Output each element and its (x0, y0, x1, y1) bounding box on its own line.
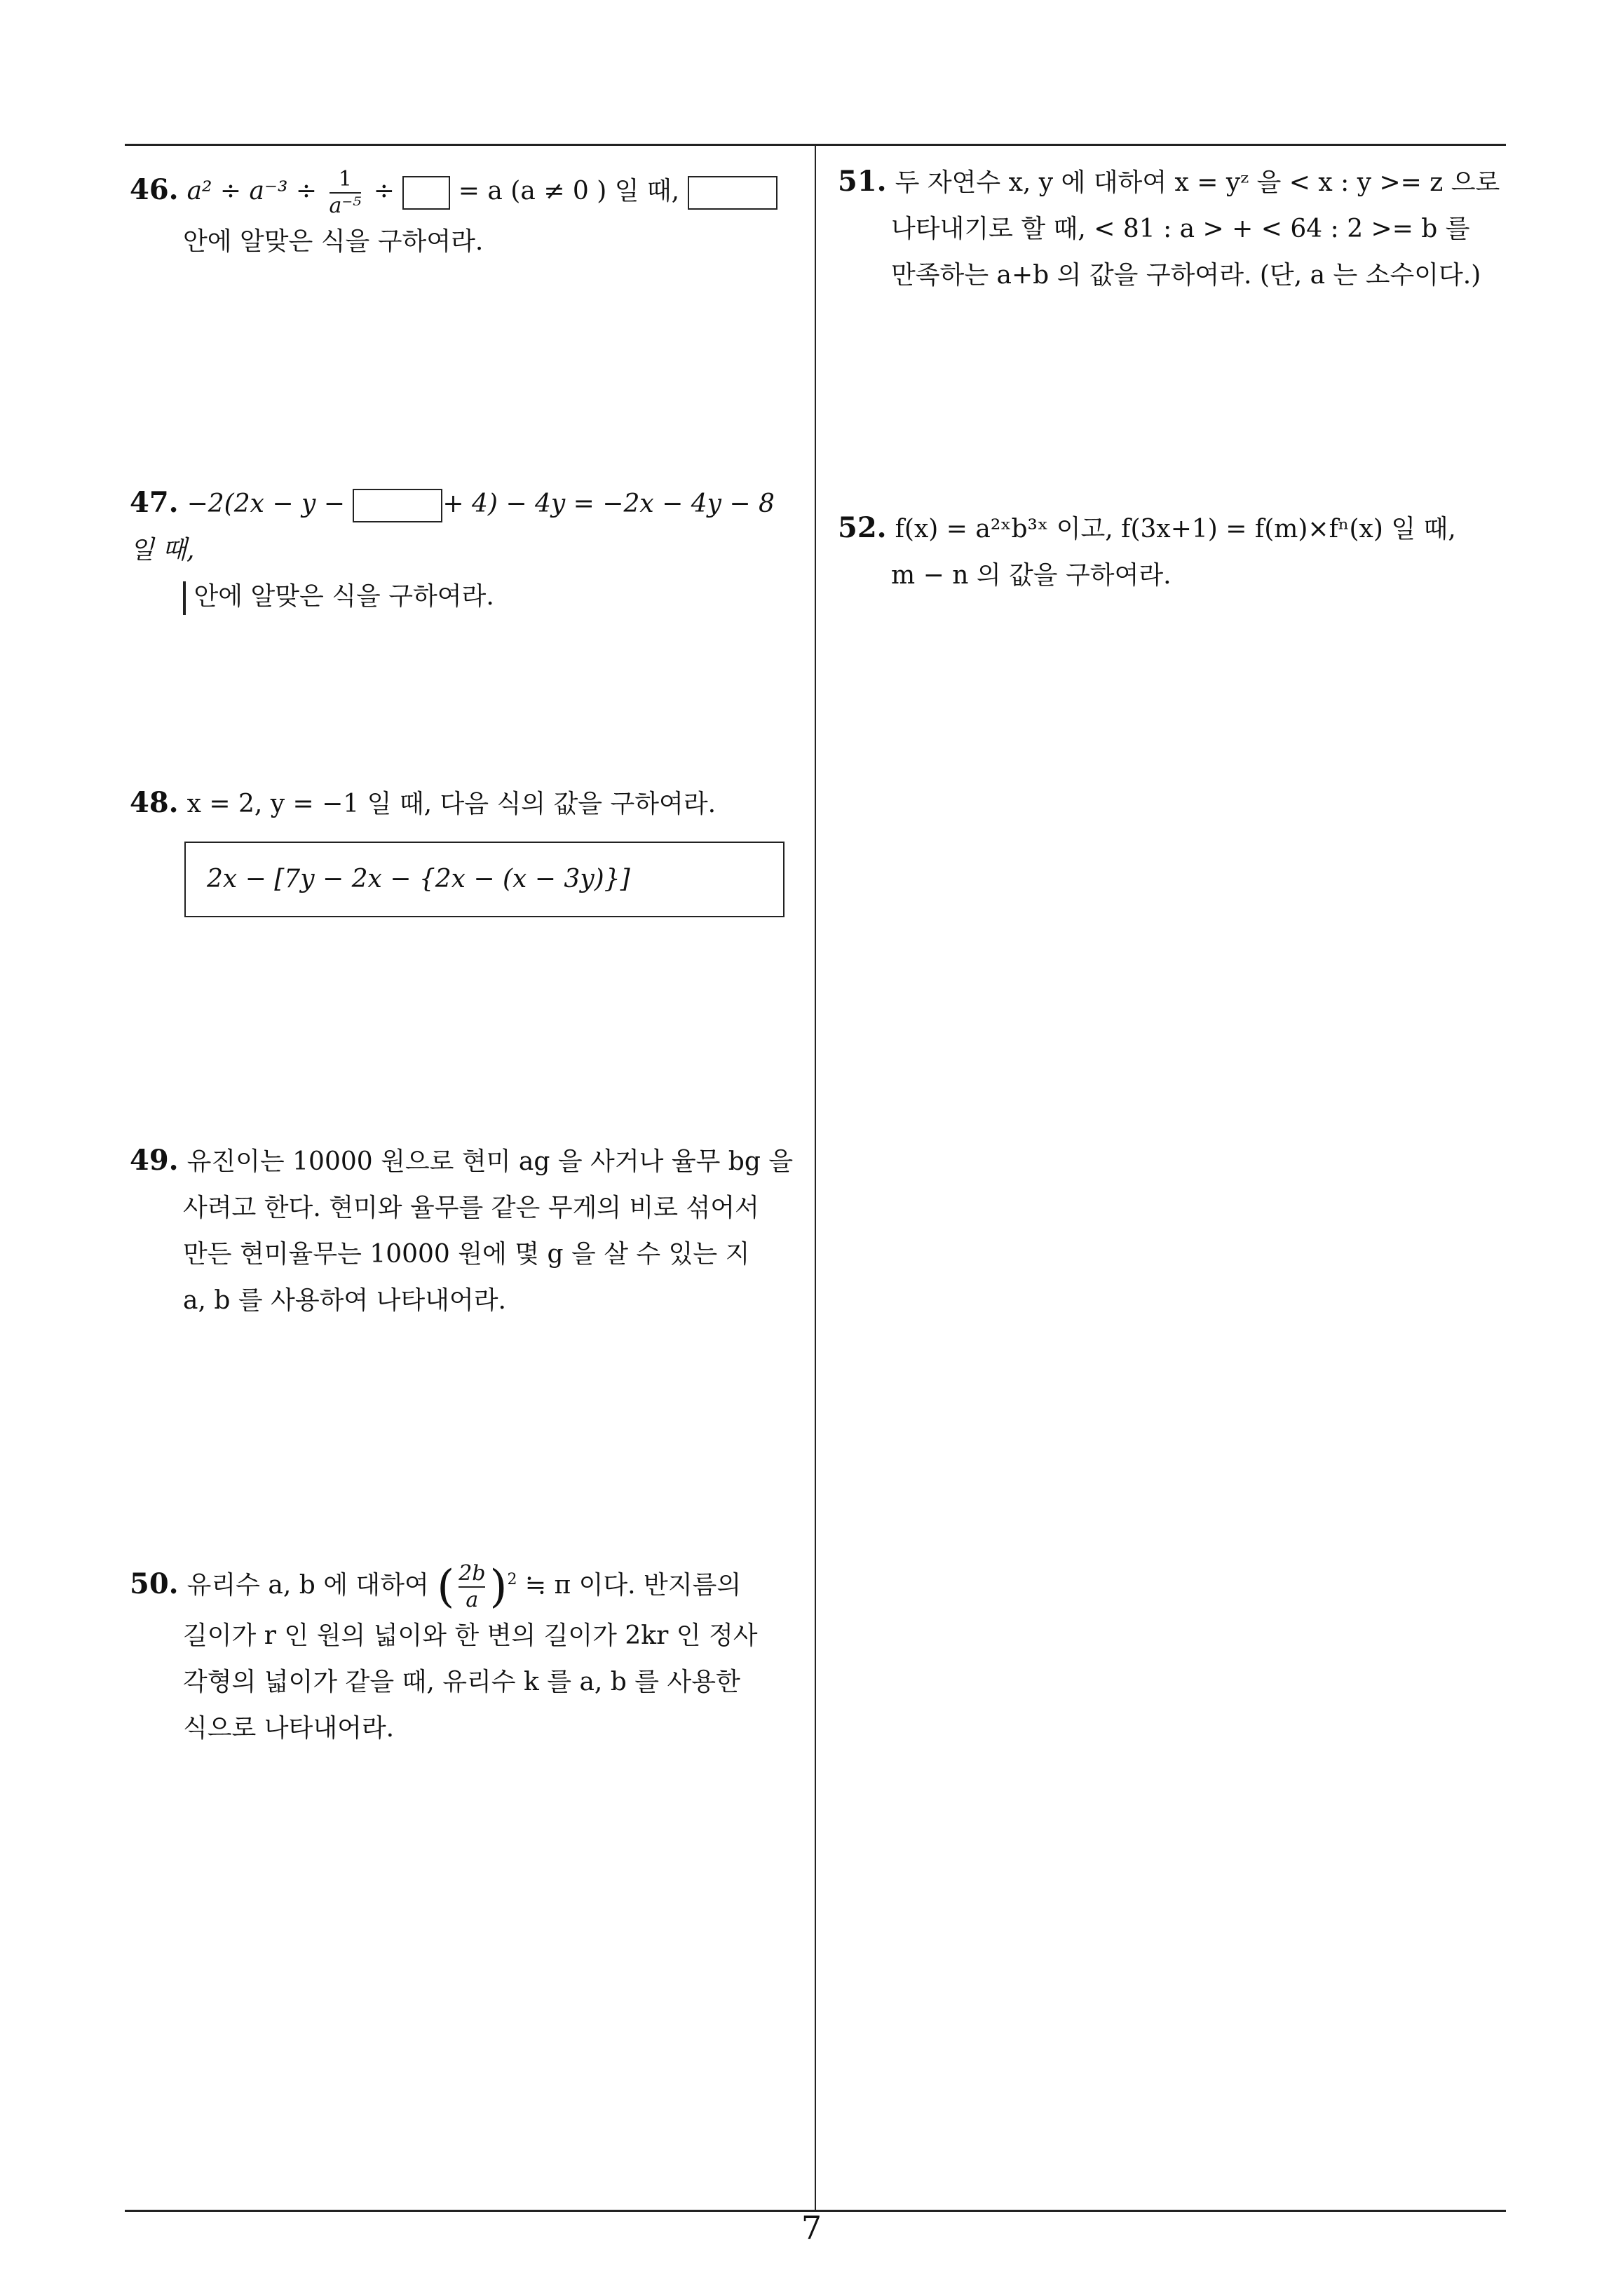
exponent: 2 (507, 1571, 517, 1588)
problem-46 (130, 167, 803, 265)
problem-number: 52. (838, 511, 887, 544)
problem-51 (838, 158, 1521, 299)
problem-number: 48. (130, 786, 179, 819)
problem-50 (130, 1557, 803, 1752)
expr-part: −2(2x − y − (186, 489, 345, 518)
expression: 2x − [7y − 2x − {2x − (x − 3y)}] (207, 865, 630, 893)
fraction (459, 1561, 485, 1613)
problem-text: 식으로 나타내어라. (183, 1714, 395, 1743)
problem-text: m − n 의 값을 구하여라. (891, 561, 1172, 590)
answer-blank (353, 489, 442, 522)
problem-text: 안에 알맞은 식을 구하여라. (193, 582, 494, 611)
problem-49 (130, 1137, 803, 1324)
problem-text: 만든 현미율무는 10000 원에 몇 g 을 살 수 있는 지 (183, 1240, 750, 1269)
problem-text: 만족하는 a+b 의 값을 구하여라. (단, a 는 소수이다.) (891, 261, 1481, 290)
problem-text: 안에 알맞은 식을 구하여라. (183, 227, 484, 256)
problem-number: 51. (838, 165, 887, 198)
problem-number: 50. (130, 1567, 179, 1600)
left-paren: ( (437, 1561, 455, 1613)
expr-part: + 4) − 4y = −2x − 4y − 8 일 때, (130, 489, 775, 565)
expr-part: a² ÷ a⁻³ ÷ (186, 177, 318, 205)
fraction-denominator: a (466, 1588, 479, 1612)
problem-text: ≒ π 이다. 반지름의 (524, 1571, 742, 1600)
problem-text: f(x) = a²ˣb³ˣ 이고, f(3x+1) = f(m)×fⁿ(x) 일 때, (895, 515, 1456, 543)
expr-part: = a (a ≠ 0 ) 일 때, (458, 177, 680, 205)
answer-blank (183, 581, 186, 615)
problem-text: 각형의 넓이가 같을 때, 유리수 k 를 a, b 를 사용한 (183, 1668, 740, 1696)
problem-number: 49. (130, 1144, 179, 1177)
problem-47 (130, 480, 803, 620)
problem-number: 47. (130, 486, 179, 519)
right-paren: ) (489, 1561, 508, 1613)
fraction-denominator: a⁻⁵ (329, 194, 362, 218)
expression-box (184, 842, 785, 917)
column-divider (815, 144, 816, 2211)
problem-text: 두 자연수 x, y 에 대하여 x = yᶻ 을 < x : y >= z 으로 (895, 168, 1500, 197)
fraction-numerator: 1 (338, 167, 352, 191)
problem-text: x = 2, y = −1 일 때, 다음 식의 값을 구하여라. (186, 790, 717, 818)
problem-48 (130, 780, 803, 828)
problem-text: 유리수 a, b 에 대하여 (186, 1571, 429, 1600)
page-number: 7 (801, 2209, 822, 2247)
fraction-numerator: 2b (459, 1561, 486, 1586)
problem-number: 46. (130, 173, 179, 206)
problem-text: 사려고 한다. 현미와 율무를 같은 무게의 비로 섞어서 (183, 1194, 759, 1222)
problem-text: 유진이는 10000 원으로 현미 ag 을 사거나 율무 bg 을 (186, 1147, 794, 1176)
problem-52 (838, 505, 1521, 599)
expr-part: ÷ (373, 177, 395, 205)
problem-text: 길이가 r 인 원의 넓이와 한 변의 길이가 2kr 인 정사 (183, 1621, 758, 1650)
answer-blank (402, 176, 450, 210)
answer-blank (688, 176, 777, 210)
problem-text: 나타내기로 할 때, < 81 : a > + < 64 : 2 >= b 를 (891, 215, 1470, 243)
problem-text: a, b 를 사용하여 나타내어라. (183, 1286, 506, 1315)
fraction (330, 167, 362, 219)
